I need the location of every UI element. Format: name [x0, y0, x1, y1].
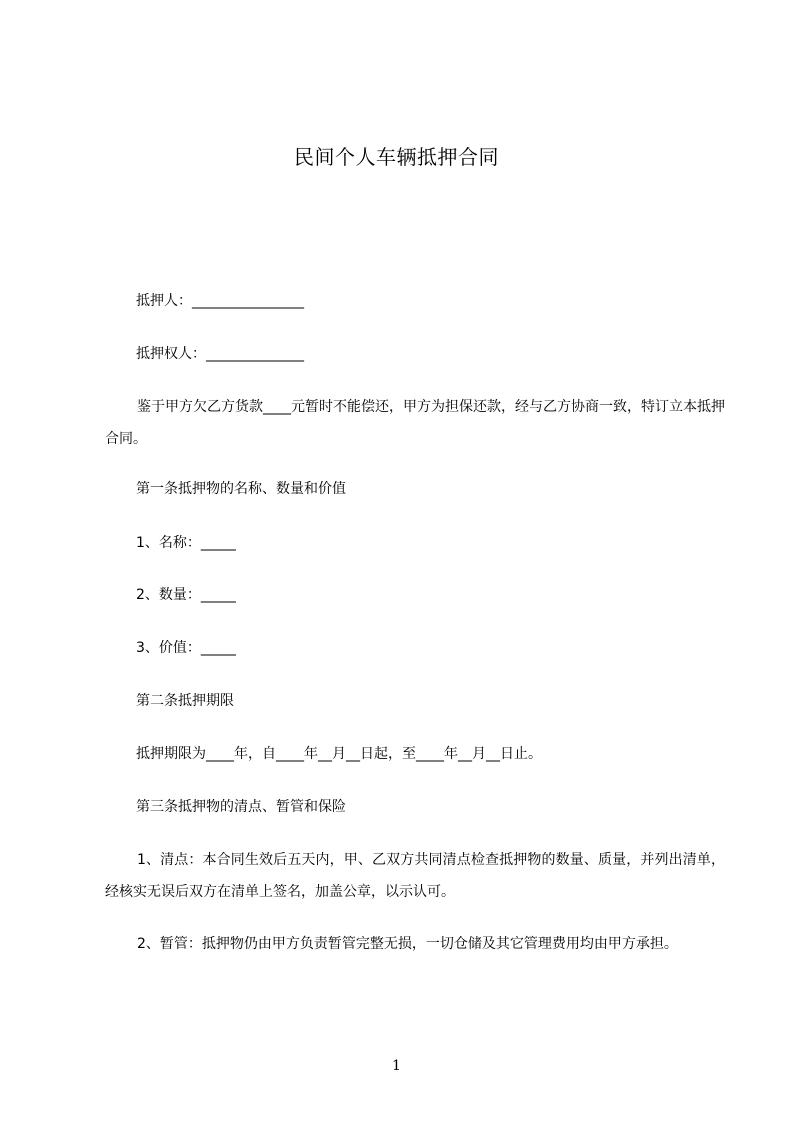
article2-text: 抵押期限为____年，自____年__月__日起，至____年__月__日止。	[136, 746, 542, 762]
page-number: 1	[392, 1058, 401, 1074]
article3-item-inventory: 1、清点：本合同生效后五天内，甲、乙双方共同清点检查抵押物的数量、质量，并列出清单，经核实无误后双方在清单上签名，加盖公章，以示认可。	[105, 852, 725, 900]
article2-heading: 第二条抵押期限	[136, 693, 234, 709]
mortgagee-line: 抵押权人：______________	[136, 346, 304, 362]
mortgagor-line: 抵押人：________________	[136, 293, 304, 309]
contract-title: 民间个人车辆抵押合同	[294, 145, 499, 169]
article3-heading: 第三条抵押物的清点、暂管和保险	[136, 799, 346, 815]
preamble-paragraph: 鉴于甲方欠乙方货款____元暂时不能偿还，甲方为担保还款，经与乙方协商一致，特订立本抵押合同。	[105, 399, 725, 447]
article1-item-quantity: 2、数量：_____	[136, 587, 236, 603]
article1-item-value: 3、价值：_____	[136, 640, 236, 656]
article3-item-custody: 2、暂管：抵押物仍由甲方负责暂管完整无损，一切仓储及其它管理费用均由甲方承担。	[137, 936, 678, 952]
article1-heading: 第一条抵押物的名称、数量和价值	[136, 481, 346, 497]
article1-item-name: 1、名称：_____	[136, 535, 236, 551]
